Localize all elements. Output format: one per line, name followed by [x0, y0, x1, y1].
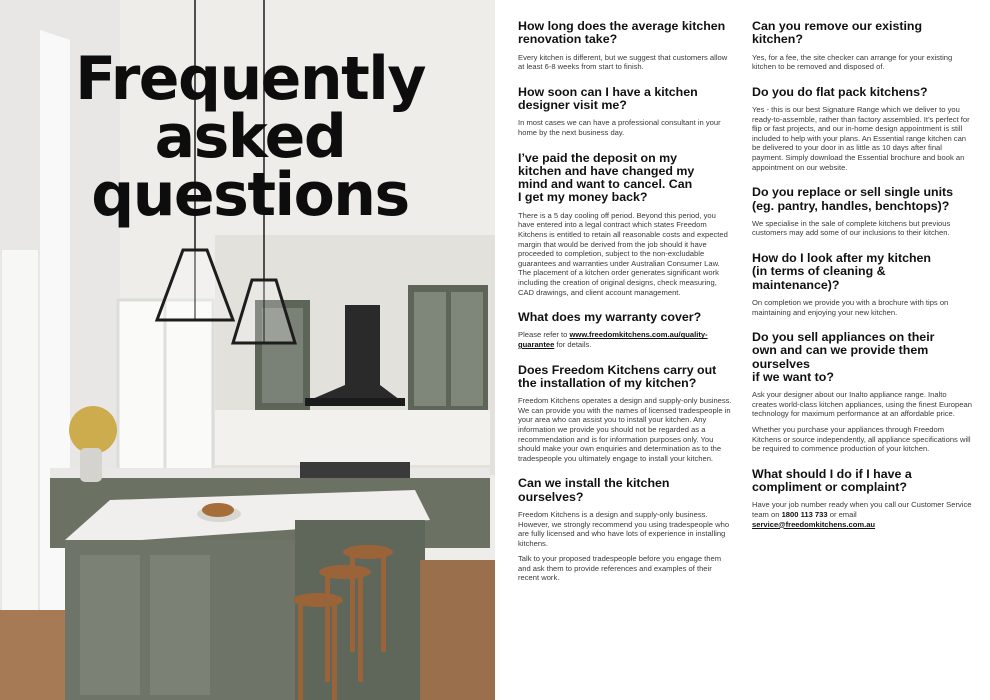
faq-question: Do you sell appliances on their own and can we provide them ourselves if we want to?	[752, 330, 935, 384]
faq-item-installation	[518, 364, 733, 464]
faq-item-designer-visit	[518, 86, 733, 138]
faq-question: What should I do if I have a compliment or complaint?	[752, 466, 912, 495]
faq-item-renovation-time	[518, 20, 733, 72]
page-title	[60, 44, 440, 230]
faq-question: Do you do flat pack kitchens?	[752, 84, 928, 99]
phone-number[interactable]: 1800 113 733	[781, 510, 828, 520]
faq-question: I’ve paid the deposit on my kitchen and have changed my mind and want to cancel. Can I get my money back?	[518, 150, 695, 205]
faq-answer: Whether you purchase your appliances through Freedom Kitchens or source independently, all appliance specifications will be required to commence production of your kitchen.	[752, 425, 971, 454]
faq-item-self-install	[518, 477, 733, 583]
faq-answer: In most cases we can have a professional consultant in your home by the next business day.	[518, 118, 721, 137]
faq-question: Can you remove our existing kitchen?	[752, 19, 923, 47]
title-line: Frequently	[75, 44, 425, 114]
faq-question: Do you replace or sell single units (eg. pantry, handles, benchtops)?	[752, 185, 954, 213]
faq-item-flat-pack	[752, 86, 972, 172]
faq-item-remove-kitchen	[752, 20, 972, 72]
faq-answer: Ask your designer about our Inalto appliance range. Inalto creates world-class kitchen appliances, using the finest European technology for maximum performance at an affordable price.	[752, 390, 972, 419]
answer-text: Please refer to	[518, 330, 570, 340]
faq-question: How do I look after my kitchen (in terms of cleaning & maintenance)?	[752, 251, 932, 292]
faq-question: Does Freedom Kitchens carry out the installation of my kitchen?	[518, 362, 717, 390]
faq-answer	[518, 330, 733, 349]
faq-question: Can we install the kitchen ourselves?	[518, 476, 670, 504]
faq-answer: Talk to your proposed tradespeople before you engage them and ask them to provide references and examples of their recent work.	[518, 554, 722, 583]
faq-answer: Yes - this is our best Signature Range which we deliver to you ready-to-assemble, rather than factory assembled. It’s perfect for flip or fast projects, and our in-home design appointment is still included to help with your plans. An Essential range kitchen can be delivered to your door in as little as 10 days after final payment. Simply download the Essential brochure and book an appointment on our website.	[752, 105, 970, 172]
faq-question: How long does the average kitchen renovation take?	[518, 19, 726, 47]
answer-text: or email	[827, 510, 857, 520]
faq-item-appliances	[752, 331, 972, 454]
faq-item-cancel-deposit	[518, 152, 733, 298]
quality-guarantee-link[interactable]: www.freedomkitchens.com.au/quality-guarantee	[518, 330, 708, 349]
faq-column-right	[752, 20, 972, 543]
faq-answer: Every kitchen is different, but we suggest that customers allow at least 6-8 weeks from start to finish.	[518, 52, 728, 72]
faq-question: What does my warranty cover?	[518, 310, 702, 325]
answer-text: for details.	[554, 339, 592, 349]
answer-text: Have your job number ready when you call our Customer Service team on	[752, 500, 972, 520]
title-line: asked	[154, 102, 346, 172]
faq-answer: Yes, for a fee, the site checker can arrange for your existing kitchen to be removed and disposed of.	[752, 52, 953, 72]
email-link[interactable]: service@freedomkitchens.com.au	[752, 519, 876, 529]
faq-answer: There is a 5 day cooling off period. Beyond this period, you have entered into a legal contract which states Freedom Kitchens is entitled to retain all reasonable costs and expected margin that would be derived from the job should it have proceeded to completion, subject to the non-excludable guarantees and warranties under Australian Consumer Law. The placement of a kitchen order generates significant work including the creation of original designs, check measuring, CAD drawings, and client account management.	[518, 210, 728, 297]
faq-column-left	[518, 20, 733, 597]
faq-question: How soon can I have a kitchen designer visit me?	[518, 84, 698, 113]
faq-answer	[752, 500, 972, 529]
faq-answer: Freedom Kitchens is a design and supply-only business. However, we strongly recommend you using tradespeople who are fully licensed and who have lots of experience in installing kitchens.	[518, 509, 730, 548]
faq-item-compliment-complaint	[752, 468, 972, 529]
faq-item-maintenance	[752, 252, 972, 317]
faq-answer: On completion we provide you with a brochure with tips on maintaining and enjoying your new kitchen.	[752, 297, 949, 317]
faq-answer: Freedom Kitchens operates a design and supply-only business. We can provide you with the names of licensed tradespeople in your area who can assist you to install your kitchen. Any information we provide you should not be regarded as a recommendation and is for information purposes only. You should make your own enquiries and determination as to the tradespeople you ultimately engage to install your kitchen.	[518, 396, 732, 463]
faq-item-warranty	[518, 311, 733, 349]
faq-item-single-units	[752, 186, 972, 238]
title-line: questions	[91, 160, 409, 230]
faq-answer: We specialise in the sale of complete kitchens but previous customers may add some of our inclusions to their kitchen.	[752, 218, 951, 238]
